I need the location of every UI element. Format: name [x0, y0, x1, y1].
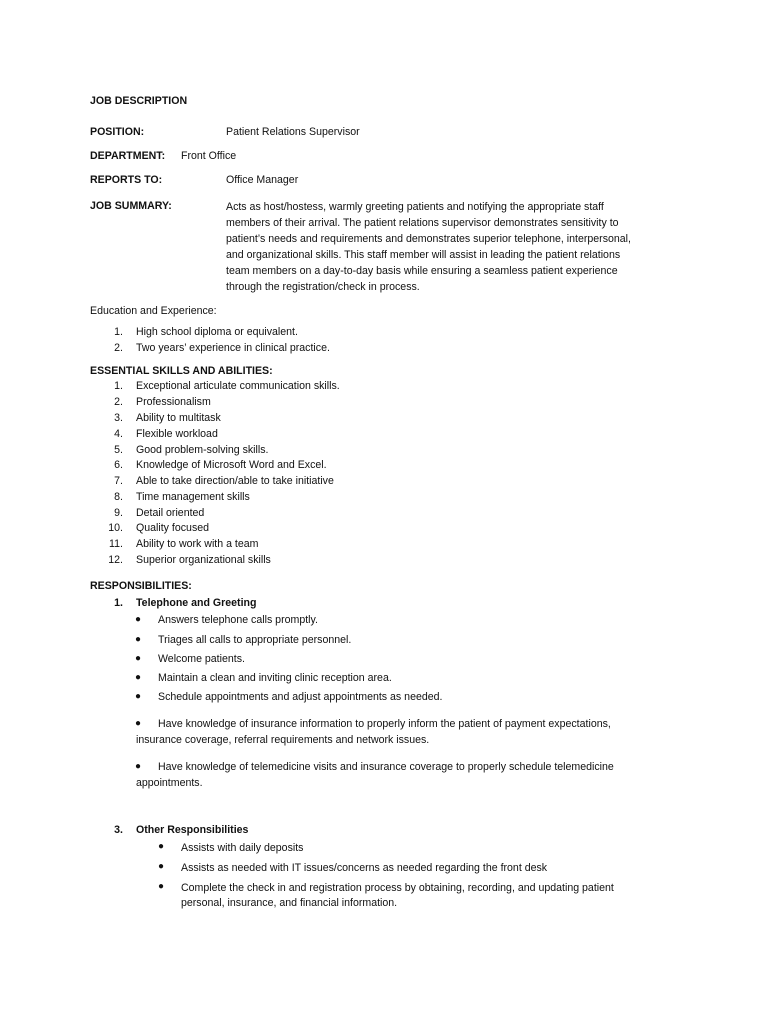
list-number: 10. [108, 522, 123, 534]
bullet-icon: ● [158, 881, 165, 892]
list-number: 5. [114, 444, 123, 456]
bullet-item: Complete the check in and registration process by obtaining, recording, and updating patient [181, 882, 614, 894]
list-number: 1. [114, 326, 123, 338]
section-title: Telephone and Greeting [136, 597, 257, 609]
bullet-icon: ● [158, 841, 165, 852]
summary-line: and organizational skills. This staff member will assist in leading the patient relations [226, 249, 621, 261]
list-number: 11. [109, 538, 123, 550]
bullet-icon: ● [135, 761, 142, 772]
list-number: 12. [108, 554, 123, 566]
bullet-icon: ● [135, 718, 142, 729]
bullet-item: Answers telephone calls promptly. [158, 614, 318, 626]
skill-item: Ability to multitask [136, 412, 221, 424]
list-number: 3. [114, 824, 123, 836]
bullet-icon: ● [135, 691, 142, 702]
education-heading: Education and Experience: [90, 305, 217, 317]
list-number: 4. [114, 428, 123, 440]
summary-line: through the registration/check in process. [226, 281, 420, 293]
skill-item: Time management skills [136, 491, 250, 503]
paragraph-line: insurance coverage, referral requirements and network issues. [136, 734, 430, 746]
bullet-item: Assists with daily deposits [181, 842, 304, 854]
reports-to-label: REPORTS TO: [90, 174, 163, 186]
position-label: POSITION: [90, 126, 145, 138]
skill-item: Quality focused [136, 522, 210, 534]
bullet-icon: ● [158, 861, 165, 872]
list-number: 9. [114, 507, 123, 519]
paragraph-line: Have knowledge of telemedicine visits and insurance coverage to properly schedule telemedicine [158, 761, 614, 773]
list-number: 1. [114, 597, 123, 609]
list-number: 8. [114, 491, 123, 503]
list-number: 3. [114, 412, 123, 424]
list-number: 2. [114, 342, 123, 354]
paragraph-line: appointments. [136, 777, 203, 789]
department-value: Front Office [181, 150, 237, 162]
education-item: High school diploma or equivalent. [136, 326, 298, 338]
skill-item: Exceptional articulate communication skills. [136, 380, 340, 392]
education-item: Two years’ experience in clinical practice. [136, 342, 330, 354]
responsibilities-heading: RESPONSIBILITIES: [90, 580, 192, 592]
skill-item: Superior organizational skills [136, 554, 271, 566]
reports-to-value: Office Manager [226, 174, 299, 186]
list-number: 7. [114, 475, 123, 487]
section-title: Other Responsibilities [136, 824, 249, 836]
bullet-icon: ● [135, 614, 142, 625]
bullet-item: Triages all calls to appropriate personnel. [158, 634, 352, 646]
bullet-item-continuation: personal, insurance, and financial information. [181, 897, 398, 909]
skill-item: Ability to work with a team [136, 538, 259, 550]
skills-heading: ESSENTIAL SKILLS AND ABILITIES: [90, 365, 273, 377]
list-number: 2. [114, 396, 123, 408]
paragraph-line: Have knowledge of insurance information to properly inform the patient of payment expectations, [158, 718, 611, 730]
position-value: Patient Relations Supervisor [226, 126, 360, 138]
bullet-icon: ● [135, 672, 142, 683]
summary-line: team members on a day-to-day basis while ensuring a seamless patient experience [226, 265, 618, 277]
skill-item: Detail oriented [136, 507, 205, 519]
skill-item: Knowledge of Microsoft Word and Excel. [136, 459, 327, 471]
list-number: 1. [114, 380, 123, 392]
skill-item: Good problem-solving skills. [136, 444, 269, 456]
skill-item: Professionalism [136, 396, 211, 408]
job-summary-label: JOB SUMMARY: [90, 200, 172, 212]
summary-line: patient’s needs and requirements and demonstrates superior telephone, interpersonal, [226, 233, 631, 245]
bullet-item: Maintain a clean and inviting clinic reception area. [158, 672, 392, 684]
summary-line: Acts as host/hostess, warmly greeting patients and notifying the appropriate staff [226, 201, 604, 213]
summary-line: members of their arrival. The patient relations supervisor demonstrates sensitivity to [226, 217, 619, 229]
bullet-item: Welcome patients. [158, 653, 245, 665]
bullet-item: Assists as needed with IT issues/concerns as needed regarding the front desk [181, 862, 548, 874]
job-summary-text [226, 199, 696, 295]
bullet-item: Schedule appointments and adjust appointments as needed. [158, 691, 443, 703]
department-label: DEPARTMENT: [90, 150, 166, 162]
skill-item: Flexible workload [136, 428, 218, 440]
bullet-icon: ● [135, 634, 142, 645]
document-title: JOB DESCRIPTION [90, 95, 188, 107]
bullet-icon: ● [135, 653, 142, 664]
skill-item: Able to take direction/able to take initiative [136, 475, 334, 487]
list-number: 6. [114, 459, 123, 471]
